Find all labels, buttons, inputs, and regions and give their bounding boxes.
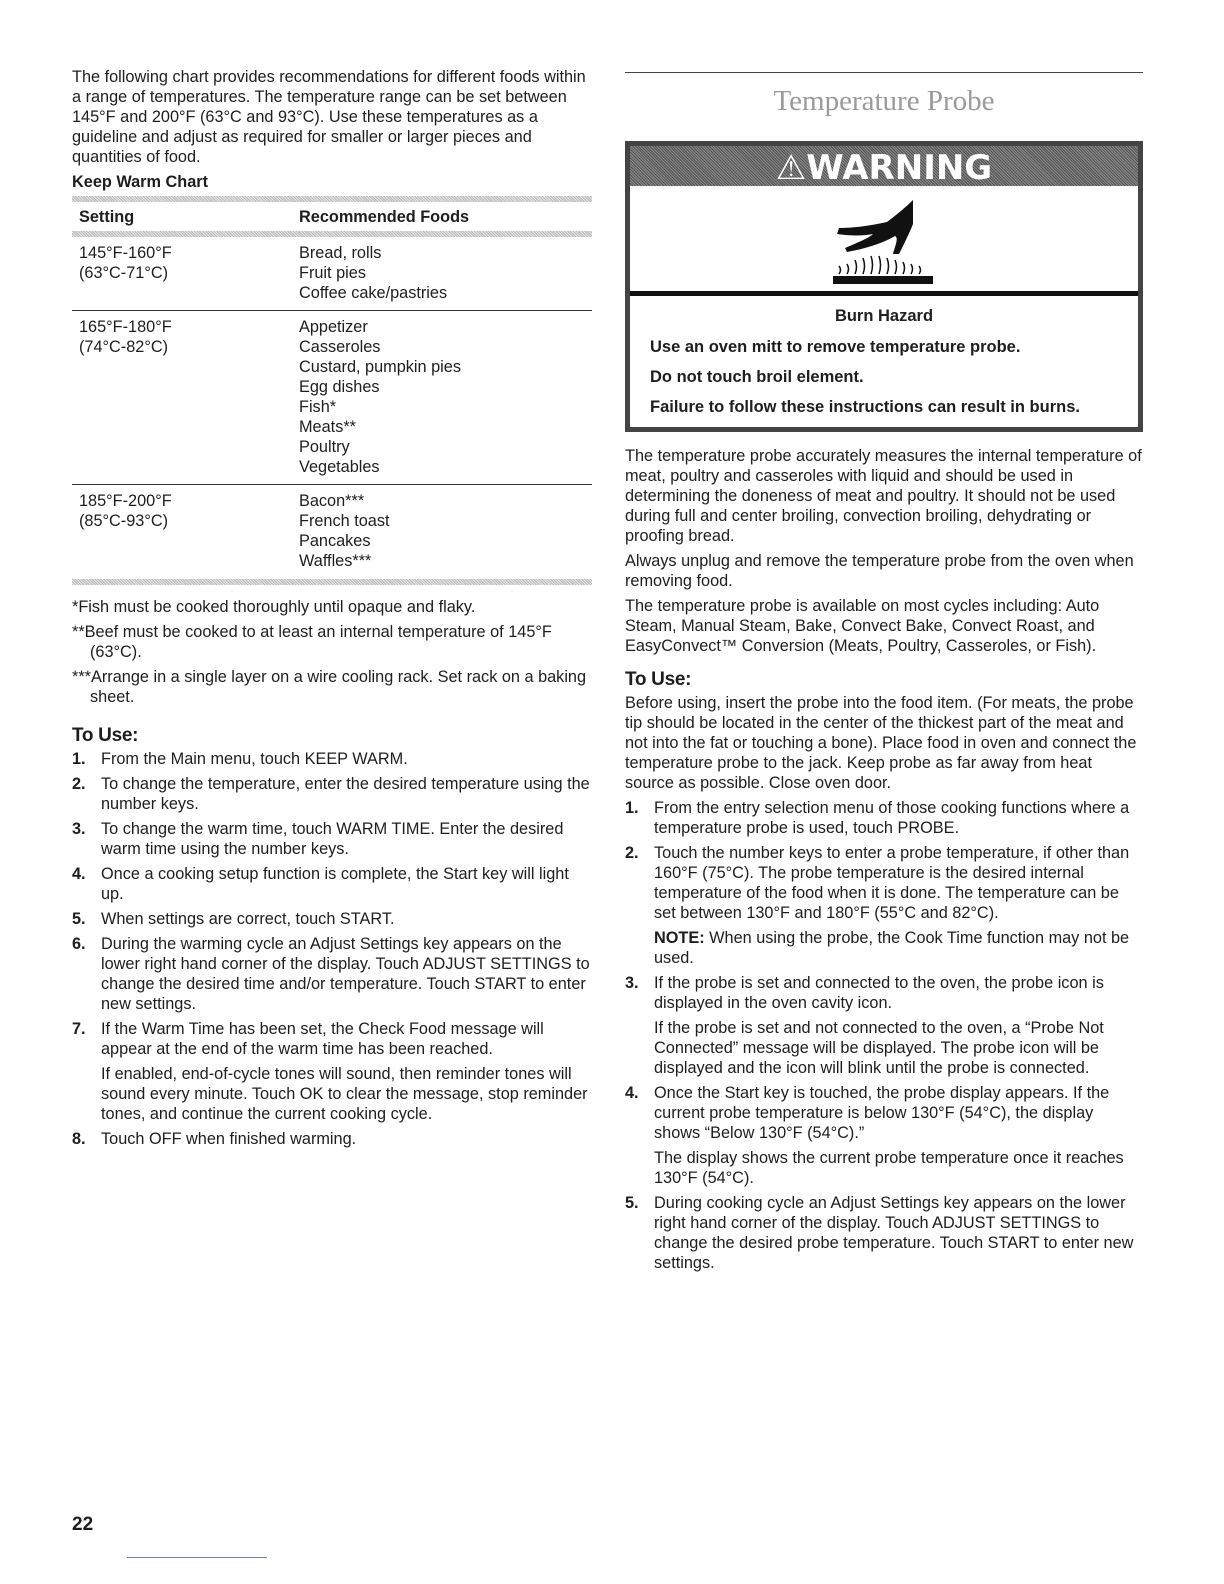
hazard-title: Burn Hazard [834, 307, 934, 325]
step-paragraph: Once the Start key is touched, the probe display appears. If the current probe temperature is below 130°F (54°C), the display shows “Below 130°F (54°C).” [654, 1084, 1110, 1142]
footnote: ***Arrange in a single layer on a wire cooling rack. Set rack on a baking sheet. [72, 668, 587, 706]
food-item: Fruit pies [299, 264, 366, 282]
step-number: 5. [72, 910, 86, 928]
step-paragraph: To change the temperature, enter the desired temperature using the number keys. [101, 775, 590, 813]
warning-box [625, 141, 1143, 432]
note-label: NOTE: [654, 929, 705, 947]
food-item: Meats** [299, 418, 357, 436]
page-number: 22 [72, 1514, 94, 1535]
step-text [101, 909, 592, 929]
paragraph: The temperature probe is available on most cycles including: Auto Steam, Manual Steam, Bake, Convect Bake, Convect Roast, and EasyConvect™ Conversion (Meats, Poultry, Casseroles, or Fish). [625, 597, 1100, 655]
step-text [101, 1019, 592, 1124]
keep-warm-steps [72, 749, 592, 1149]
setting-text: (74°C-82°C) [79, 338, 169, 356]
food-item: Appetizer [299, 318, 368, 336]
chart-title: Keep Warm Chart [72, 173, 209, 191]
step-paragraph: During the warming cycle an Adjust Settings key appears on the lower right hand corner of the display. Touch ADJUST SETTINGS to change the desired time and/or temperature. Touch START to enter new settings. [101, 935, 590, 1013]
step-paragraph: From the entry selection menu of those cooking functions where a temperature probe is used, touch PROBE. [654, 799, 1130, 837]
step-number: 8. [72, 1130, 86, 1148]
step-paragraph: During cooking cycle an Adjust Settings key appears on the lower right hand corner of the display. Touch ADJUST SETTINGS to change the desired probe temperature. Touch START to enter new settings. [654, 1194, 1134, 1272]
step-number: 5. [625, 1194, 639, 1212]
table-row [72, 237, 592, 311]
step-number: 4. [625, 1084, 639, 1102]
step-paragraph: If enabled, end-of-cycle tones will sound, then reminder tones will sound every minute. Touch OK to clear the message, stop reminder tones, and continue the current cooking cycle. [101, 1065, 588, 1123]
step-item [72, 774, 592, 814]
step-text [101, 864, 592, 904]
food-item: French toast [299, 512, 390, 530]
step-text [654, 798, 1143, 838]
setting-text: (85°C-93°C) [79, 512, 169, 530]
food-item: Vegetables [299, 458, 380, 476]
step-text [654, 973, 1143, 1078]
step-text [654, 1193, 1143, 1273]
step-item [72, 749, 592, 769]
footnote: **Beef must be cooked to at least an internal temperature of 145°F (63°C). [72, 623, 552, 661]
probe-steps [625, 798, 1143, 1273]
step-number: 3. [625, 974, 639, 992]
step-item [72, 819, 592, 859]
setting-cell [79, 243, 299, 303]
step-paragraph: Once a cooking setup function is complete, the Start key will light up. [101, 865, 569, 903]
foods-cell [299, 317, 592, 477]
step-text [654, 1083, 1143, 1188]
note-text: When using the probe, the Cook Time function may not be used. [654, 929, 1130, 967]
right-column [625, 72, 1143, 1278]
step-item [72, 934, 592, 1014]
step-item [625, 1083, 1143, 1188]
step-item [72, 1129, 592, 1149]
top-rule [625, 72, 1143, 73]
step-item [625, 973, 1143, 1078]
food-item: Coffee cake/pastries [299, 284, 448, 302]
foods-cell [299, 243, 592, 303]
warning-label: WARNING [806, 148, 993, 188]
to-use-heading: To Use: [72, 725, 139, 746]
step-text [101, 934, 592, 1014]
step-note [654, 928, 1143, 968]
setting-text: 185°F-200°F [79, 492, 172, 510]
setting-text: 165°F-180°F [79, 318, 172, 336]
step-paragraph: Touch the number keys to enter a probe temperature, if other than 160°F (75°C). The probe temperature is the desired internal temperature of the food when it is done. The temperature can be set between 130°F and 180°F (55°C and 82°C). [654, 844, 1130, 922]
setting-cell [79, 491, 299, 571]
food-item: Poultry [299, 438, 350, 456]
step-text [654, 843, 1143, 968]
step-text [101, 774, 592, 814]
step-item [72, 909, 592, 929]
to-use-intro: Before using, insert the probe into the food item. (For meats, the probe tip should be located in the center of the thickest part of the meat and not into the fat or touching a bone). Place food in oven and connect the temperature probe to the jack. Keep probe as far away from heat source as possible. Close oven door. [625, 694, 1137, 792]
warning-line: Do not touch broil element. [650, 368, 864, 386]
setting-text: (63°C-71°C) [79, 264, 169, 282]
step-paragraph: When settings are correct, touch START. [101, 910, 395, 928]
food-item: Pancakes [299, 532, 371, 550]
step-paragraph: If the probe is set and connected to the oven, the probe icon is displayed in the oven cavity icon. [654, 974, 1104, 1012]
step-item [72, 1019, 592, 1124]
setting-text: 145°F-160°F [79, 244, 172, 262]
keep-warm-table [72, 196, 592, 585]
table-bottom-rule [72, 579, 592, 585]
paragraph: The temperature probe accurately measures the internal temperature of meat, poultry and casseroles with liquid and should be used in determining the doneness of meat and poultry. It should not be used during full and center broiling, convection broiling, dehydrating or proofing bread. [625, 447, 1142, 545]
food-item: Custard, pumpkin pies [299, 358, 461, 376]
footnote: *Fish must be cooked thoroughly until opaque and flaky. [72, 598, 476, 616]
food-item: Egg dishes [299, 378, 380, 396]
food-item: Casseroles [299, 338, 381, 356]
table-header [72, 202, 592, 231]
step-number: 3. [72, 820, 86, 838]
step-number: 1. [72, 750, 86, 768]
header-foods: Recommended Foods [299, 208, 470, 226]
step-number: 4. [72, 865, 86, 883]
step-item [72, 864, 592, 904]
step-number: 1. [625, 799, 639, 817]
step-text [101, 749, 592, 769]
step-text [101, 1129, 592, 1149]
table-row [72, 485, 592, 579]
step-number: 7. [72, 1020, 86, 1038]
step-number: 6. [72, 935, 86, 953]
table-row [72, 311, 592, 485]
setting-cell [79, 317, 299, 477]
to-use-heading: To Use: [625, 669, 692, 690]
footnotes [72, 597, 592, 707]
step-item [625, 843, 1143, 968]
step-paragraph: The display shows the current probe temperature once it reaches 130°F (54°C). [654, 1149, 1124, 1187]
hot-surface-hand-icon [630, 186, 1138, 296]
food-item: Bread, rolls [299, 244, 382, 262]
step-item [625, 1193, 1143, 1273]
step-paragraph: If the Warm Time has been set, the Check Food message will appear at the end of the warm time has been reached. [101, 1020, 544, 1058]
step-paragraph: To change the warm time, touch WARM TIME. Enter the desired warm time using the number keys. [101, 820, 564, 858]
warning-text [630, 296, 1138, 427]
food-item: Waffles*** [299, 552, 372, 570]
foods-cell [299, 491, 592, 571]
warning-line: Use an oven mitt to remove temperature probe. [650, 338, 1021, 356]
warning-line: Failure to follow these instructions can result in burns. [650, 398, 1080, 416]
warning-header [630, 146, 1138, 186]
section-title: Temperature Probe [773, 85, 995, 117]
step-paragraph: Touch OFF when finished warming. [101, 1130, 357, 1148]
step-number: 2. [625, 844, 639, 862]
warning-triangle-icon: ⚠ [775, 148, 807, 188]
paragraph: Always unplug and remove the temperature probe from the oven when removing food. [625, 552, 1134, 590]
step-text [101, 819, 592, 859]
step-number: 2. [72, 775, 86, 793]
food-item: Fish* [299, 398, 337, 416]
intro-paragraph: The following chart provides recommendations for different foods within a range of temperatures. The temperature range can be set between 145°F and 200°F (63°C and 93°C). Use these temperatures as a guideline and adjust as required for smaller or larger pieces and quantities of food. [72, 68, 586, 166]
probe-description [625, 446, 1143, 656]
step-paragraph: If the probe is set and not connected to the oven, a “Probe Not Connected” message will be displayed. The probe icon will be displayed and the icon will blink until the probe is connected. [654, 1019, 1104, 1077]
left-column [72, 67, 592, 1154]
step-paragraph: From the Main menu, touch KEEP WARM. [101, 750, 408, 768]
bottom-rule [127, 1557, 267, 1558]
header-setting: Setting [79, 208, 135, 226]
food-item: Bacon*** [299, 492, 365, 510]
step-item [625, 798, 1143, 838]
